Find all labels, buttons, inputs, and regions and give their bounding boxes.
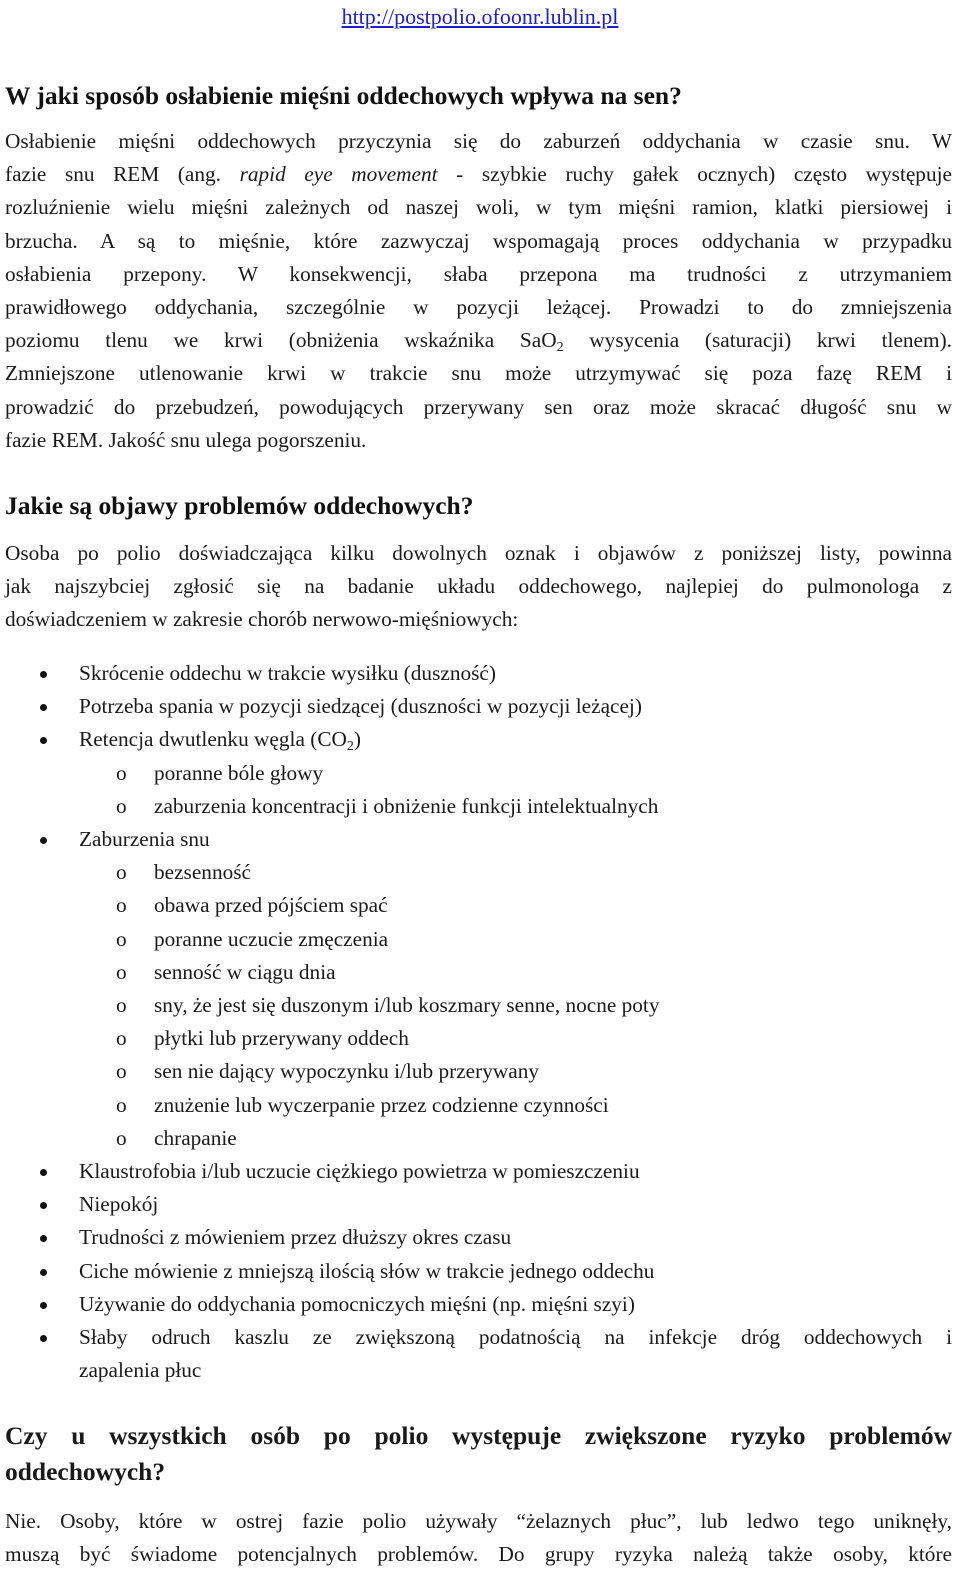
bullet-icon <box>40 837 47 844</box>
sub-bullet-icon: o <box>116 793 127 818</box>
list-item <box>154 889 388 922</box>
list-item-text: poranne uczucie zmęczenia <box>154 926 389 951</box>
sub-bullet-icon: o <box>116 926 127 951</box>
list-item-text: Słaby odruch kaszlu ze zwiększoną podatnością na infekcje dróg oddechowych i <box>79 1325 952 1349</box>
text-line: rozluźnienie wielu mięśni zależnych od naszej woli, w tym mięśni ramion, klatki piersiowej i <box>5 195 952 220</box>
list-item-text: Klaustrofobia i/lub uczucie ciężkiego powietrza w pomieszczeniu <box>79 1159 640 1183</box>
sub-bullet-icon: o <box>116 993 127 1017</box>
list-item <box>79 1255 654 1288</box>
list-item <box>154 1055 539 1088</box>
text-line: fazie REM. Jakość snu ulega pogorszeniu. <box>5 427 367 452</box>
text-line: Osoba po polio doświadczająca kilku dowolnych oznak i objawów z poniższej listy, powinna <box>5 541 952 565</box>
list-item-text: płytki lub przerywany oddech <box>154 1026 409 1051</box>
sub-bullet-icon: o <box>116 860 127 885</box>
sub-bullet-icon: o <box>116 893 127 918</box>
list-item <box>154 923 388 956</box>
list-item-text: Niepokój <box>79 1192 159 1217</box>
list-item-text: zaburzenia koncentracji i obniżenie funkcji intelektualnych <box>154 793 659 818</box>
list-item-text: Ciche mówienie z mniejszą ilością słów w trakcie jednego oddechu <box>79 1258 655 1283</box>
list-item-text: Potrzeba spania w pozycji siedzącej (duszności w pozycji leżącej) <box>79 694 642 719</box>
list-item <box>79 657 496 690</box>
text-line: jak najszybciej zgłosić się na badanie układu oddechowego, najlepiej do pulmonologa z <box>5 574 952 599</box>
bullet-icon <box>40 1235 47 1242</box>
list-item-text: znużenie lub wyczerpanie przez codzienne czynności <box>154 1092 609 1117</box>
bullet-icon <box>40 1335 47 1342</box>
list-item-text: senność w ciągu dnia <box>154 959 336 984</box>
text-line: doświadczeniem w zakresie chorób nerwowo-mięśniowych: <box>5 607 519 632</box>
list-item-text: Skrócenie oddechu w trakcie wysiłku (duszność) <box>79 661 496 685</box>
text-line: prawidłowego oddychania, szczególnie w pozycji leżącej. Prowadzi to do zmniejszenia <box>5 294 952 319</box>
list-item-text: obawa przed pójściem spać <box>154 893 388 918</box>
source-url-link[interactable]: http://postpolio.ofoonr.lublin.pl <box>341 4 619 29</box>
bullet-icon <box>40 704 47 711</box>
list-item-text: Trudności z mówieniem przez dłuższy okres czasu <box>79 1225 512 1250</box>
bullet-icon <box>40 671 47 678</box>
text-line: brzucha. A są to mięśnie, które zazwyczaj wspomagają proces oddychania w przypadku <box>5 228 952 253</box>
text-line: poziomu tlenu we krwi (obniżenia wskaźnika SaO$_2$ wysycenia (saturacji) krwi tlenem). <box>5 328 952 356</box>
sub-bullet-icon: o <box>116 760 127 785</box>
list-item-text: zapalenia płuc <box>79 1358 202 1383</box>
list-item-text: sen nie dający wypoczynku i/lub przerywany <box>154 1059 539 1084</box>
list-item <box>154 790 658 823</box>
list-item <box>79 1155 640 1188</box>
list-item-text: poranne bóle głowy <box>154 760 324 785</box>
list-item-text: Zaburzenia snu <box>79 827 210 851</box>
text-line: Nie. Osoby, które w ostrej fazie polio używały “żelaznych płuc”, lub ledwo tego uniknęły, <box>5 1509 952 1533</box>
list-item <box>154 1022 409 1055</box>
list-item-text: Retencja dwutlenku węgla (CO <box>79 727 347 752</box>
list-item <box>154 989 660 1022</box>
list-item <box>79 723 361 756</box>
list-item <box>154 1122 237 1155</box>
subscript: 2 <box>346 739 354 755</box>
list-item <box>154 1089 609 1122</box>
list-item <box>154 757 323 790</box>
list-item <box>79 690 642 723</box>
text-line: muszą być świadome potencjalnych problemów. Do grupy ryzyka należą także osoby, które <box>5 1542 952 1567</box>
text-line: Zmniejszone utlenowanie krwi w trakcie snu może utrzymywać się poza fazę REM i <box>5 361 952 386</box>
section-heading-sleep: W jaki sposób osłabienie mięśni oddechowych wpływa na sen? <box>5 81 682 110</box>
heading-line: oddechowych? <box>5 1457 166 1486</box>
sub-bullet-icon: o <box>116 1092 127 1117</box>
paragraph-risk <box>5 1505 952 1571</box>
list-item <box>79 1321 952 1387</box>
list-item-text: chrapanie <box>154 1125 237 1150</box>
sub-bullet-icon: o <box>116 1059 127 1084</box>
text-line: fazie snu REM (ang. rapid eye movement - szybkie ruchy gałek ocznych) często występuje <box>5 162 952 187</box>
list-item <box>154 856 251 889</box>
text-line: osłabienia przepony. W konsekwencji, słaba przepona ma trudności z utrzymaniem <box>5 261 952 286</box>
bullet-icon <box>40 1169 47 1176</box>
list-item-text: Używanie do oddychania pomocniczych mięśni (np. mięśni szyi) <box>79 1291 635 1316</box>
bullet-icon <box>40 1269 47 1276</box>
list-item <box>79 823 210 856</box>
list-item <box>79 1288 635 1321</box>
section-heading-risk <box>5 1418 952 1490</box>
list-item-text: bezsenność <box>154 860 251 885</box>
list-item-text: ) <box>353 727 361 752</box>
bullet-icon <box>40 1202 47 1209</box>
sub-bullet-icon: o <box>116 1125 127 1150</box>
text-line: Osłabienie mięśni oddechowych przyczynia się do zaburzeń oddychania w czasie snu. W <box>5 129 952 153</box>
section-heading-symptoms: Jakie są objawy problemów oddechowych? <box>5 491 474 520</box>
paragraph-sleep <box>5 125 952 457</box>
paragraph-symptoms-intro <box>5 537 952 637</box>
sub-bullet-icon: o <box>116 959 127 984</box>
bullet-icon <box>40 1302 47 1309</box>
text-line: prowadzić do przebudzeń, powodujących przerywany sen oraz może skracać długość snu w <box>5 394 952 419</box>
list-item <box>79 1221 511 1254</box>
bullet-icon <box>40 737 47 744</box>
list-item <box>79 1188 158 1221</box>
list-item-text: sny, że jest się duszonym i/lub koszmary senne, nocne poty <box>154 993 660 1017</box>
list-item <box>154 956 336 989</box>
heading-line: Czy u wszystkich osób po polio występuje zwiększone ryzyko problemów <box>5 1421 952 1450</box>
sub-bullet-icon: o <box>116 1026 127 1051</box>
